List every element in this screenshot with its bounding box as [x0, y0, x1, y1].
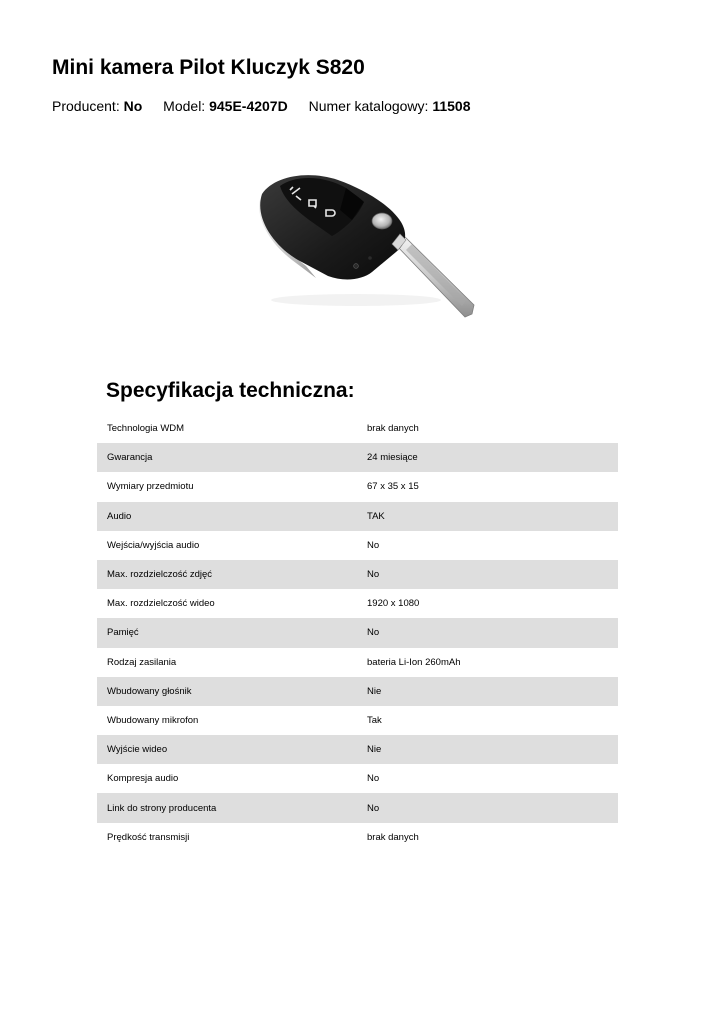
- spec-value: 24 miesiące: [367, 443, 618, 472]
- spec-value: No: [367, 773, 380, 785]
- spec-label: Max. rozdzielczość wideo: [107, 598, 215, 610]
- table-row: [97, 443, 618, 472]
- spec-label: Wbudowany mikrofon: [107, 714, 199, 726]
- table-row: [97, 560, 618, 589]
- spec-value: brak danych: [367, 423, 419, 435]
- spec-value: TAK: [367, 502, 618, 531]
- spec-value: Tak: [367, 714, 382, 726]
- product-meta: [52, 98, 471, 114]
- spec-label: Wymiary przedmiotu: [107, 481, 194, 493]
- spec-label: Link do strony producenta: [97, 793, 367, 822]
- table-row: [97, 472, 618, 501]
- table-row: [97, 735, 618, 764]
- table-row: [97, 618, 618, 647]
- spec-value: No: [367, 618, 618, 647]
- spec-label: Audio: [97, 502, 367, 531]
- spec-value: No: [367, 560, 618, 589]
- spec-value: 1920 x 1080: [367, 598, 420, 610]
- table-row: [97, 531, 618, 560]
- table-row: [97, 823, 618, 852]
- producer-label: Producent:: [52, 98, 120, 114]
- model-value: 945E-4207D: [209, 98, 288, 114]
- page-title: Mini kamera Pilot Kluczyk S820: [52, 56, 365, 79]
- table-row: [97, 764, 618, 793]
- spec-value: brak danych: [367, 831, 419, 843]
- spec-value: No: [367, 793, 618, 822]
- catalog-value: 11508: [432, 98, 471, 114]
- spec-value: bateria Li-Ion 260mAh: [367, 656, 461, 668]
- catalog-label: Numer katalogowy:: [308, 98, 429, 114]
- table-row: [97, 793, 618, 822]
- table-row: [97, 589, 618, 618]
- spec-label: Prędkość transmisji: [107, 831, 190, 843]
- spec-value: No: [367, 539, 380, 551]
- spec-label: Technologia WDM: [107, 423, 185, 435]
- spec-label: Wyjście wideo: [97, 735, 367, 764]
- producer-info: [52, 98, 142, 114]
- producer-value: No: [123, 98, 143, 114]
- spec-label: Pamięć: [97, 618, 367, 647]
- spec-label: Gwarancja: [97, 443, 367, 472]
- table-row: [97, 648, 618, 677]
- table-row: [97, 502, 618, 531]
- table-row: [97, 706, 618, 735]
- spec-label: Max. rozdzielczość zdjęć: [97, 560, 367, 589]
- spec-label: Wejścia/wyjścia audio: [107, 539, 200, 551]
- catalog-info: [309, 98, 471, 114]
- spec-table: [97, 414, 618, 852]
- spec-label: Rodzaj zasilania: [107, 656, 177, 668]
- product-image: [246, 160, 486, 330]
- spec-value: 67 x 35 x 15: [367, 481, 419, 493]
- spec-label: Wbudowany głośnik: [97, 677, 367, 706]
- table-row: [97, 414, 618, 443]
- model-info: [163, 98, 288, 114]
- spec-value: Nie: [367, 677, 618, 706]
- model-label: Model:: [163, 98, 206, 114]
- table-row: [97, 677, 618, 706]
- spec-value: Nie: [367, 735, 618, 764]
- spec-heading: Specyfikacja techniczna:: [106, 379, 355, 402]
- spec-label: Kompresja audio: [107, 773, 179, 785]
